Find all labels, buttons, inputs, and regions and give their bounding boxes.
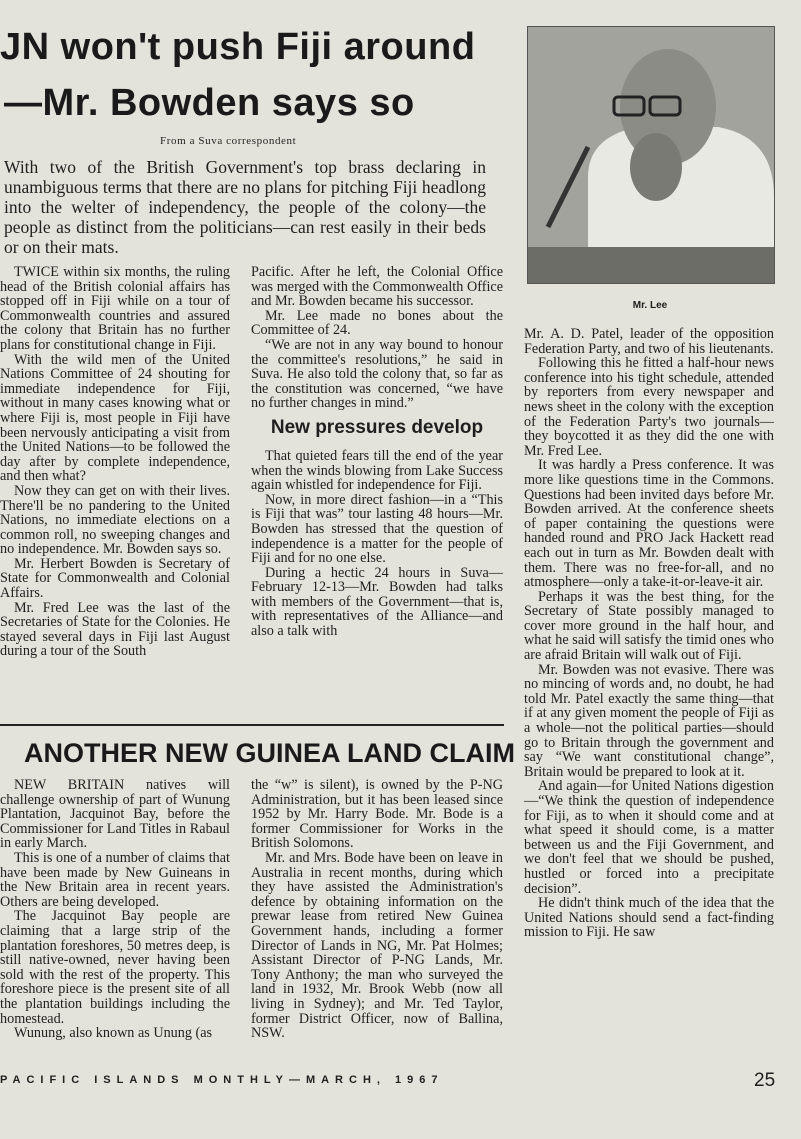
subheading: New pressures develop	[270, 416, 484, 438]
portrait-illustration	[528, 27, 774, 283]
paragraph: That quieted fears till the end of the year when the winds blowing from Lake Success again whistled for independence for Fiji.	[251, 447, 503, 494]
paragraph: Mr. Herbert Bowden is Secretary of State for Commonwealth and Colonial Affairs.	[0, 555, 230, 602]
photo-caption: Mr. Lee	[632, 300, 668, 311]
portrait-photo	[527, 26, 775, 284]
paragraph: Mr. Fred Lee was the last of the Secretaries of State for the Colonies. He stayed several days in Fiji last August during a tour of the South	[0, 599, 230, 660]
paragraph: Now, in more direct fashion—in a “This is Fiji that was” tour lasting 48 hours—Mr. Bowden has stressed that the question of independence is a matter for the people of Fiji and for no one else.	[251, 491, 503, 567]
article2-column-2	[251, 778, 503, 1041]
article2-column-1	[0, 778, 230, 1041]
paragraph: “We are not in any way bound to honour the committee's resolutions,” he said in Suva. He also told the colony that, so far as the constitution was concerned, “we have no further changes in mind.”	[251, 336, 503, 412]
article1-column-3	[524, 327, 774, 940]
headline-line-2: —Mr. Bowden says so	[4, 82, 415, 124]
paragraph: TWICE within six months, the ruling head of the British colonial affairs has stopped off in Fiji while on a tour of Commonwealth countries and assured the colony that Britain has no further plans for constitutional change in Fiji.	[0, 264, 230, 353]
paragraph: The Jacquinot Bay people are claiming that a large strip of the plantation foreshores, 50 metres deep, is still native-owned, never having been sold with the rest of the property. This foreshore piece is the present site of all the plantation buildings including the homestead.	[0, 908, 230, 1027]
paragraph: And again—for United Nations digestion—“We think the question of independence for Fiji, as to when it should come and at what speed it should come, is a matter between us and the Fiji Government, and we don't feel that we should be pushed, hustled or forced into a precipitate decision”.	[524, 778, 774, 897]
byline: From a Suva correspondent	[160, 135, 297, 147]
paragraph: Following this he fitted a half-hour news conference into his tight schedule, attended by reporters from every newspaper and news sheet in the colony with the exception of the Federation Party's two journals—they boycotted it as they did the one with Mr. Fred Lee.	[524, 355, 774, 459]
article-divider	[0, 724, 504, 726]
paragraph: the “w” is silent), is owned by the P-NG Administration, but it has been leased since 1952 by Mr. Harry Bode. Mr. Bode is a former Commissioner for Works in the British Solomons.	[251, 777, 503, 852]
article2-headline: ANOTHER NEW GUINEA LAND CLAIM	[24, 738, 515, 768]
paragraph: NEW BRITAIN natives will challenge ownership of part of Wunung Plantation, Jacquinot Bay, before the Commissioner for Land Titles in Rabaul in early March.	[0, 777, 230, 852]
paragraph: During a hectic 24 hours in Suva—February 12-13—Mr. Bowden had talks with members of the Government—that is, with representatives of the Alliance—and also a talk with	[251, 564, 503, 640]
article1-column-1	[0, 265, 230, 659]
paragraph: This is one of a number of claims that have been made by New Guineans in the New Britain area in recent years. Others are being developed.	[0, 849, 230, 910]
paragraph: Wunung, also known as Unung (as	[14, 1025, 213, 1042]
paragraph: With the wild men of the United Nations Committee of 24 shouting for immediate independence for Fiji, without in many cases knowing what or where Fiji is, most people in Fiji have been nervously anticipating a visit from the United Nations—to be followed the day after by complete independence, and then what?	[0, 351, 230, 485]
paragraph: Now they can get on with their lives. There'll be no pandering to the United Nations, no immediate elections on a common roll, no sweeping changes and no independence. Mr. Bowden says so.	[0, 482, 230, 558]
paragraph: Mr. and Mrs. Bode have been on leave in Australia in recent months, during which they have assisted the Administration's defence by obtaining information on the prewar lease from retired New Guinea Government hands, including a former Director of Lands in NG, Mr. Pat Holmes; Assistant Director of P-NG Lands, Mr. Tony Anthony; the man who surveyed the land in 1932, Mr. Brook Webb (now all living in Sydney); and Mr. Ted Taylor, former District Officer, now of Ballina, NSW.	[251, 849, 503, 1042]
paragraph: Perhaps it was the best thing, for the Secretary of State possibly managed to cover more ground in the half hour, and what he said will satisfy the timid ones who are afraid Britain will walk out of Fiji.	[524, 588, 774, 664]
article1-column-2	[251, 265, 503, 639]
intro-paragraph: With two of the British Government's top brass declaring in unambiguous terms that there are no plans for pitching Fiji headlong into the welter of independency, the people of the colony—the people as distinct from the politicians—can rest easily in their beds or on their mats.	[4, 157, 486, 257]
paragraph: Mr. Lee made no bones about the Committee of 24.	[251, 307, 503, 339]
footer-masthead: PACIFIC ISLANDS MONTHLY—MARCH, 1967	[0, 1074, 444, 1086]
paragraph: He didn't think much of the idea that the United Nations should send a fact-finding mission to Fiji. He saw	[524, 895, 774, 941]
page-number: 25	[754, 1070, 776, 1091]
paragraph: It was hardly a Press conference. It was more like questions time in the Commons. Questions had been invited days before Mr. Bowden arrived. At the conference sheets of paper containing the questions were handed round and PRO Jack Hackett read each out in turn as Mr. Bowden dealt with them. There was no free-for-all, and no atmosphere—only a take-it-or-leave-it air.	[524, 457, 774, 591]
headline-line-1: JN won't push Fiji around	[0, 26, 476, 68]
paragraph: Mr. Bowden was not evasive. There was no mincing of words and, no doubt, he had told Mr. Patel exactly the same thing—that if at any given moment the people of Fiji as a whole—not the political parties—should go to Britain through the government and say “We want constitutional change”, Britain would be prepared to look at it.	[524, 661, 774, 780]
paragraph: Mr. A. D. Patel, leader of the opposition Federation Party, and two of his lieutenants.	[524, 326, 774, 357]
paragraph: Pacific. After he left, the Colonial Office was merged with the Commonwealth Office and Mr. Bowden became his successor.	[251, 264, 503, 310]
